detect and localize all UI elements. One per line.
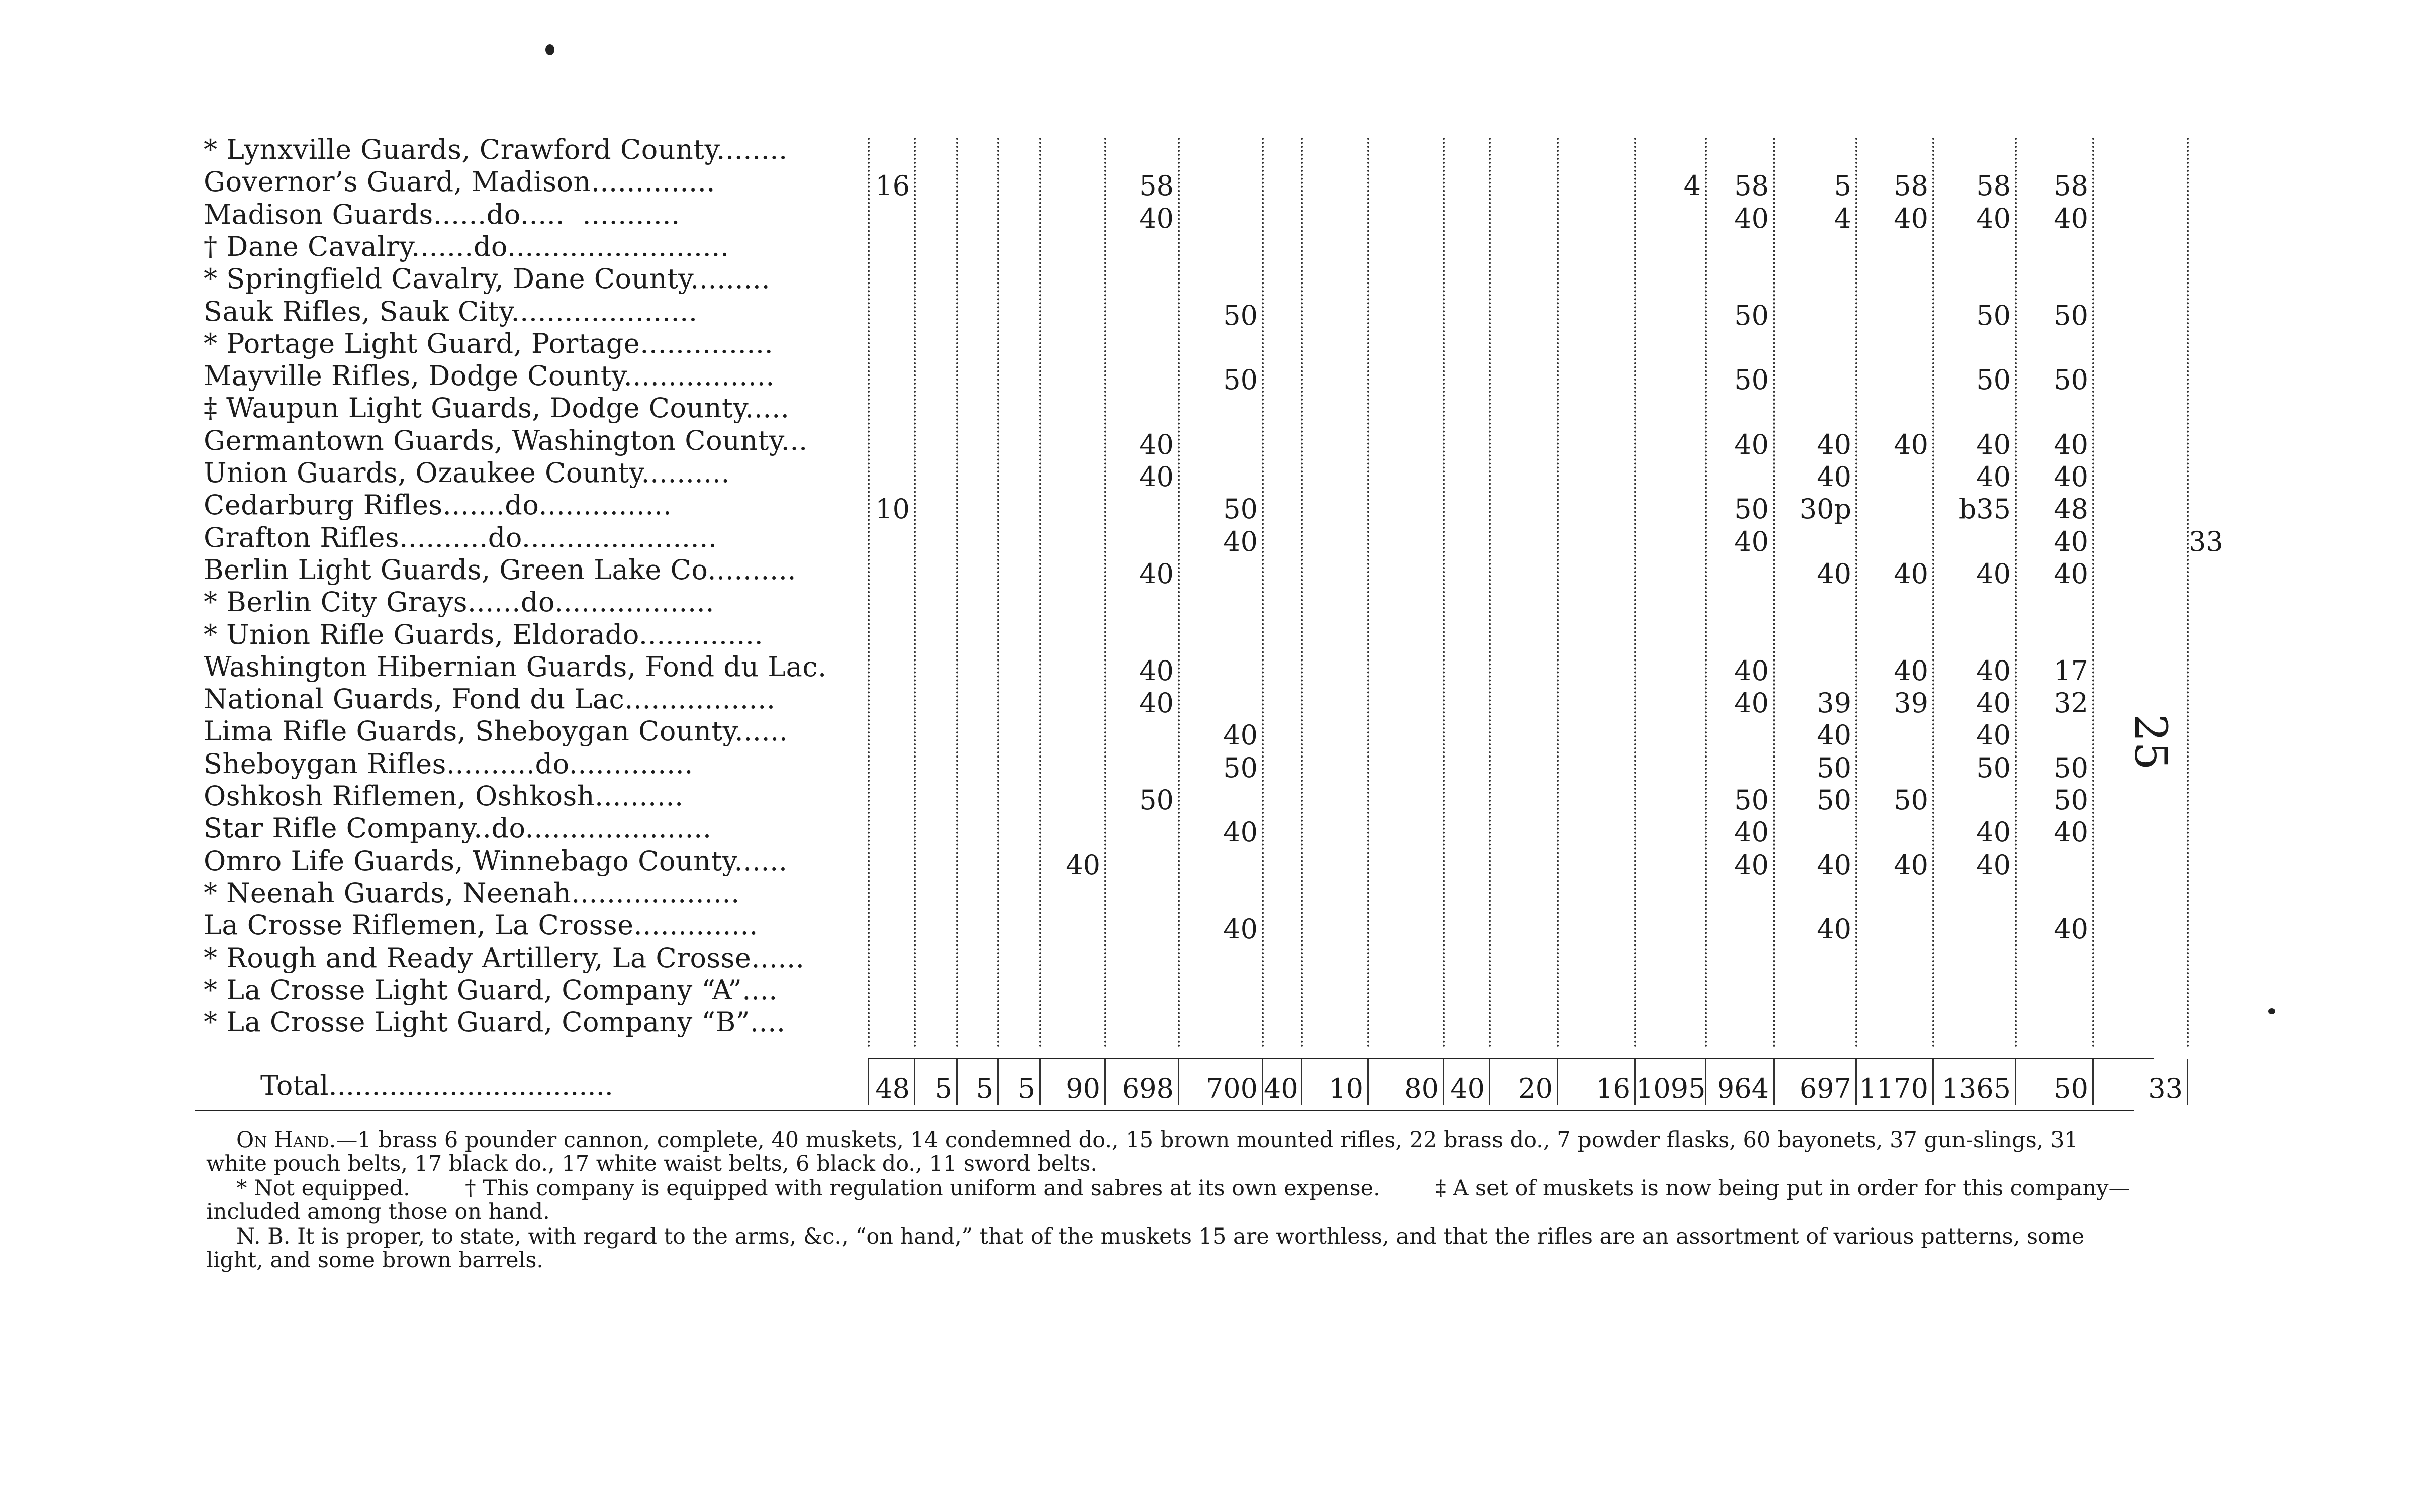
row-label: Berlin Light Guards, Green Lake Co..........: [204, 553, 797, 586]
total-cell: 698: [1122, 1073, 1174, 1105]
row-value-cell: 40: [1223, 913, 1258, 946]
row-label: Union Guards, Ozaukee County..........: [204, 457, 730, 489]
footnote-dagger: † This company is equipped with regulation uniform and sabres at its own expense.: [465, 1176, 1380, 1201]
total-column-separator: [1932, 1059, 1934, 1105]
row-label: Governor’s Guard, Madison..............: [204, 166, 716, 198]
row-label: Grafton Rifles..........do......................: [204, 521, 717, 553]
column-separator: [1367, 138, 1369, 1048]
row-value-cell: 50: [1817, 784, 1851, 816]
row-value-cell: 32: [2053, 687, 2088, 719]
row-value-cell: 40: [2053, 525, 2088, 557]
column-separator: [956, 138, 958, 1048]
row-label: Washington Hibernian Guards, Fond du Lac.: [204, 650, 827, 683]
row-value-cell: 40: [1223, 816, 1258, 848]
row-value-cell: 40: [1976, 719, 2011, 751]
row-label: * Rough and Ready Artillery, La Crosse......: [204, 941, 805, 974]
total-cell: 80: [1404, 1073, 1439, 1105]
row-value-cell: 40: [1734, 848, 1769, 881]
row-value-cell: 40: [1817, 913, 1851, 946]
row-value-cell: 4: [1683, 170, 1701, 202]
row-value-cell: 16: [875, 170, 910, 202]
row-label: * La Crosse Light Guard, Company “A”....: [204, 974, 778, 1006]
column-separator: [1855, 138, 1857, 1048]
footnote-not-equipped: * Not equipped.: [236, 1176, 410, 1201]
row-value-cell: 50: [1139, 784, 1174, 816]
row-value-cell: 10: [875, 493, 910, 525]
total-column-separator: [868, 1059, 869, 1105]
row-label: Lima Rifle Guards, Sheboygan County......: [204, 715, 788, 747]
row-value-cell: 40: [1139, 202, 1174, 234]
totals-top-rule: [868, 1058, 2154, 1059]
total-column-separator: [1773, 1059, 1775, 1105]
row-value-cell: 40: [1817, 428, 1851, 460]
row-label: * Springfield Cavalry, Dane County.........: [204, 263, 771, 295]
column-separator: [868, 138, 870, 1048]
row-value-cell: 50: [2053, 784, 2088, 816]
row-label: * Union Rifle Guards, Eldorado..............: [204, 618, 764, 650]
row-label: Mayville Rifles, Dodge County.................: [204, 360, 775, 392]
total-cell: 40: [1450, 1073, 1485, 1105]
column-separator: [1932, 138, 1934, 1048]
row-value-cell: 40: [1894, 428, 1928, 460]
row-value-cell: 50: [1894, 784, 1928, 816]
total-cell: 5: [1017, 1073, 1035, 1105]
row-label: Madison Guards......do..... ...........: [204, 198, 680, 230]
row-value-cell: 50: [1976, 751, 2011, 784]
row-value-cell: 40: [1066, 848, 1100, 881]
row-value-cell: 58: [2053, 170, 2088, 202]
total-cell: 1095: [1636, 1073, 1706, 1105]
column-separator: [2187, 138, 2189, 1048]
row-value-cell: 50: [1223, 493, 1258, 525]
column-separator: [1634, 138, 1636, 1048]
row-value-cell: 50: [1734, 493, 1769, 525]
total-cell: 1365: [1941, 1073, 2011, 1105]
row-value-cell: 50: [1976, 364, 2011, 396]
row-value-cell: 40: [1734, 654, 1769, 687]
total-cell: 697: [1799, 1073, 1851, 1105]
row-value-cell: 33: [2189, 525, 2223, 557]
row-value-cell: 40: [1139, 654, 1174, 687]
total-column-separator: [2092, 1059, 2094, 1105]
row-value-cell: 50: [2053, 364, 2088, 396]
row-value-cell: 4: [1834, 202, 1851, 234]
row-value-cell: 50: [1223, 364, 1258, 396]
row-value-cell: 48: [2053, 493, 2088, 525]
column-separator: [1301, 138, 1303, 1048]
row-value-cell: 50: [1976, 299, 2011, 331]
row-value-cell: 30p: [1799, 493, 1851, 525]
footnote-double-dagger: ‡ A set of muskets is now being put in order for this company—included among those on hand.: [206, 1176, 2130, 1224]
nb-note: [206, 1225, 2131, 1272]
row-label: Star Rifle Company..do.....................: [204, 812, 712, 844]
column-separator: [1705, 138, 1707, 1048]
total-cell: 1170: [1859, 1073, 1928, 1105]
row-value-cell: 40: [1139, 461, 1174, 493]
column-separator: [1773, 138, 1775, 1048]
total-column-separator: [1557, 1059, 1558, 1105]
row-value-cell: 40: [1976, 428, 2011, 460]
total-column-separator: [2187, 1059, 2188, 1105]
row-value-cell: 40: [1734, 525, 1769, 557]
row-label: Germantown Guards, Washington County...: [204, 424, 808, 456]
row-value-cell: 40: [1817, 848, 1851, 881]
row-value-cell: 40: [1139, 428, 1174, 460]
total-column-separator: [1443, 1059, 1444, 1105]
row-value-cell: 40: [1734, 816, 1769, 848]
total-cell: 10: [1329, 1073, 1363, 1105]
total-cell: 50: [2053, 1073, 2088, 1105]
row-label: * Berlin City Grays......do..................: [204, 586, 715, 618]
column-separator: [2015, 138, 2017, 1048]
total-column-separator: [1262, 1059, 1263, 1105]
row-value-cell: 50: [1817, 751, 1851, 784]
row-value-cell: 50: [2053, 751, 2088, 784]
total-cell: 90: [1066, 1073, 1100, 1105]
row-value-cell: 40: [1817, 557, 1851, 590]
column-separator: [1262, 138, 1264, 1048]
total-column-separator: [1634, 1059, 1636, 1105]
row-value-cell: 40: [1223, 719, 1258, 751]
total-column-separator: [1489, 1059, 1490, 1105]
row-value-cell: 40: [1976, 461, 2011, 493]
total-column-separator: [1367, 1059, 1369, 1105]
column-separator: [1178, 138, 1180, 1048]
row-label: Sauk Rifles, Sauk City.....................: [204, 295, 698, 327]
page-number: 25: [2125, 714, 2177, 770]
column-separator: [2092, 138, 2094, 1048]
total-cell: 5: [935, 1073, 952, 1105]
row-value-cell: 50: [1734, 364, 1769, 396]
row-value-cell: 40: [2053, 816, 2088, 848]
row-value-cell: 58: [1976, 170, 2011, 202]
column-separator: [914, 138, 916, 1048]
row-label: La Crosse Riflemen, La Crosse..............: [204, 909, 758, 941]
row-value-cell: 40: [1817, 461, 1851, 493]
column-separator: [1104, 138, 1106, 1048]
row-label: * Portage Light Guard, Portage...............: [204, 327, 774, 359]
row-value-cell: 40: [1734, 202, 1769, 234]
row-value-cell: 40: [1894, 202, 1928, 234]
on-hand-note: [206, 1128, 2131, 1176]
row-value-cell: 50: [1223, 299, 1258, 331]
row-label: * Lynxville Guards, Crawford County........: [204, 134, 788, 165]
row-value-cell: 39: [1817, 687, 1851, 719]
total-cell: 16: [1596, 1073, 1630, 1105]
row-value-cell: 40: [1894, 848, 1928, 881]
ink-speck: [2268, 1008, 2275, 1014]
row-value-cell: 40: [1976, 816, 2011, 848]
total-column-separator: [1301, 1059, 1302, 1105]
total-column-separator: [1178, 1059, 1179, 1105]
row-value-cell: 40: [2053, 202, 2088, 234]
row-label: Cedarburg Rifles.......do...............: [204, 489, 672, 521]
row-value-cell: 17: [2053, 654, 2088, 687]
column-separator: [1557, 138, 1559, 1048]
row-value-cell: 5: [1834, 170, 1851, 202]
total-cell: 48: [875, 1073, 910, 1105]
total-column-separator: [2015, 1059, 2016, 1105]
column-separator: [1443, 138, 1445, 1048]
row-value-cell: 50: [2053, 299, 2088, 331]
total-cell: 700: [1205, 1073, 1258, 1105]
row-label: Oshkosh Riflemen, Oshkosh..........: [204, 780, 684, 812]
row-value-cell: 40: [1976, 557, 2011, 590]
row-label: Sheboygan Rifles..........do..............: [204, 747, 693, 780]
total-column-separator: [956, 1059, 958, 1105]
row-value-cell: 58: [1894, 170, 1928, 202]
column-separator: [1039, 138, 1041, 1048]
row-value-cell: 40: [2053, 428, 2088, 460]
row-label: † Dane Cavalry.......do.........................: [204, 230, 729, 262]
total-column-separator: [1039, 1059, 1041, 1105]
row-value-cell: 50: [1223, 751, 1258, 784]
footnote-line: [206, 1177, 2131, 1224]
row-label: * La Crosse Light Guard, Company “B”....: [204, 1006, 786, 1038]
total-column-separator: [914, 1059, 915, 1105]
total-column-separator: [1104, 1059, 1106, 1105]
total-cell: 20: [1518, 1073, 1553, 1105]
row-value-cell: 40: [2053, 913, 2088, 946]
row-value-cell: 40: [1223, 525, 1258, 557]
nb-text: It is proper, to state, with regard to the arms, &c., “on hand,” that of the muskets 15 are worthless, and that the rifles are an assortment of various patterns, some light, and some brown barrels.: [206, 1224, 2085, 1273]
row-value-cell: 39: [1894, 687, 1928, 719]
row-label: * Neenah Guards, Neenah...................: [204, 877, 740, 909]
row-value-cell: 40: [1734, 687, 1769, 719]
total-label: Total.................................: [260, 1070, 613, 1102]
row-label: Omro Life Guards, Winnebago County......: [204, 844, 788, 877]
total-cell: 964: [1717, 1073, 1769, 1105]
nb-label: N. B.: [236, 1224, 291, 1249]
row-value-cell: 40: [2053, 557, 2088, 590]
row-value-cell: 40: [2053, 461, 2088, 493]
on-hand-text: —1 brass 6 pounder cannon, complete, 40 muskets, 14 condemned do., 15 brown mounted rifles, 22 brass do., 7 powder flasks, 60 bayonets, 37 gun-slings, 31 white pouch belts, 17 black do., 17 white waist belts, 6 black do., 11 sword belts.: [206, 1127, 2078, 1176]
row-value-cell: 40: [1139, 687, 1174, 719]
on-hand-label: On Hand.: [236, 1127, 336, 1153]
total-cell: 33: [2148, 1073, 2183, 1105]
row-value-cell: 58: [1139, 170, 1174, 202]
row-value-cell: 50: [1734, 784, 1769, 816]
total-column-separator: [997, 1059, 999, 1105]
row-value-cell: 40: [1139, 557, 1174, 590]
row-value-cell: 40: [1976, 687, 2011, 719]
row-label: ‡ Waupun Light Guards, Dodge County.....: [204, 392, 790, 424]
row-value-cell: 40: [1976, 654, 2011, 687]
row-value-cell: b35: [1958, 493, 2011, 525]
row-value-cell: 40: [1817, 719, 1851, 751]
row-value-cell: 40: [1894, 557, 1928, 590]
row-value-cell: 40: [1976, 202, 2011, 234]
column-separator: [1489, 138, 1491, 1048]
row-value-cell: 40: [1976, 848, 2011, 881]
row-label: National Guards, Fond du Lac.................: [204, 683, 776, 715]
row-value-cell: 58: [1734, 170, 1769, 202]
total-cell: 40: [1264, 1073, 1298, 1105]
footnotes: [206, 1128, 2131, 1273]
ink-speck: [545, 44, 554, 55]
table-bottom-rule: [195, 1110, 2134, 1111]
total-column-separator: [1855, 1059, 1857, 1105]
column-separator: [997, 138, 999, 1048]
row-value-cell: 50: [1734, 299, 1769, 331]
total-cell: 5: [976, 1073, 993, 1105]
row-value-cell: 40: [1894, 654, 1928, 687]
row-value-cell: 40: [1734, 428, 1769, 460]
